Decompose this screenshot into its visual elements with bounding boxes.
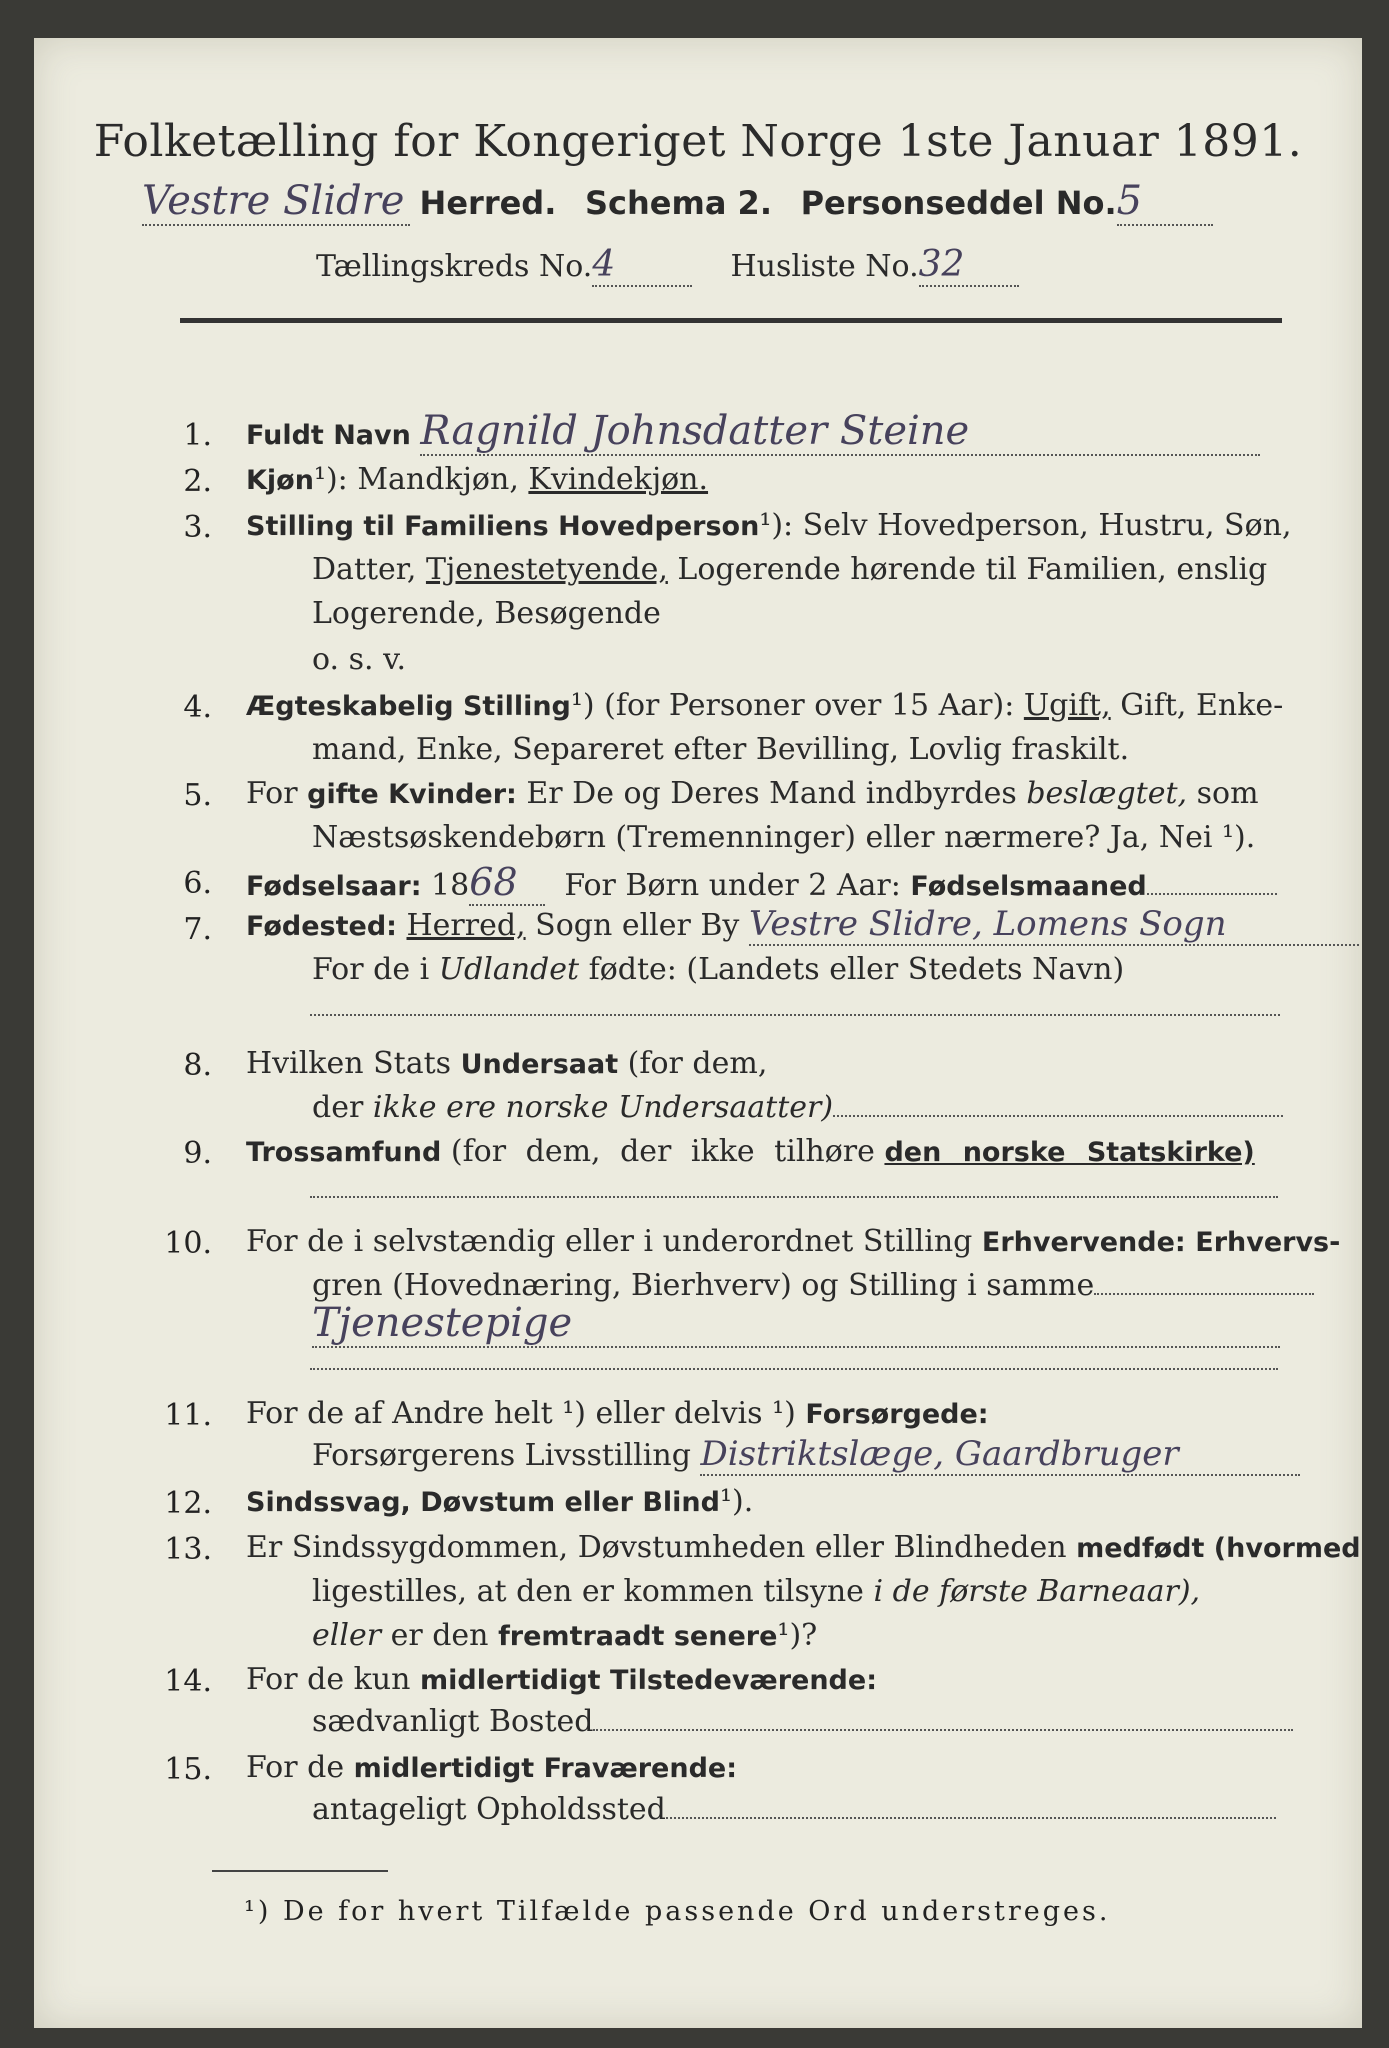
item-13-text-3d: ¹)? (777, 1618, 818, 1653)
item-11-number: 11. (164, 1398, 212, 1433)
item-4-line-1 (246, 688, 1283, 723)
item-13-text-3c: fremtraadt senere (498, 1621, 778, 1652)
item-1-number: 1. (183, 418, 212, 453)
item-13-line-2 (312, 1574, 1200, 1609)
taellingskreds-value: 4 (592, 244, 692, 287)
item-9-selected: den norske Statskirke) (884, 1137, 1255, 1168)
item-15-number: 15. (164, 1752, 212, 1787)
item-3-line-4: o. s. v. (312, 642, 406, 677)
item-11-label: Forsørgede: (805, 1399, 989, 1430)
item-3-line-1 (246, 508, 1292, 543)
form-title: Folketælling for Kongeriget Norge 1ste Januar 1891. (93, 116, 1303, 167)
item-7-text-2c: fødte: (Landets eller Stedets Navn) (588, 952, 1125, 987)
item-3-line-2 (312, 552, 1267, 587)
item-3-label: Stilling til Familiens Hovedperson (246, 511, 760, 542)
item-10-number: 10. (164, 1226, 212, 1261)
item-7-foreign-field (310, 1014, 1280, 1016)
item-4-label: Ægteskabelig Stilling (246, 691, 571, 722)
item-5-number: 5. (183, 778, 212, 813)
item-13-line-1 (246, 1530, 1361, 1565)
item-7-text-b: Sogn eller By (535, 908, 740, 943)
item-10-field-a (1094, 1293, 1314, 1295)
herred-value: Vestre Slidre (142, 178, 410, 226)
item-1-value: Ragnild Johnsdatter Steine (420, 408, 1260, 456)
item-7-selected: Herred, (406, 908, 526, 943)
schema-label: Schema 2. (584, 184, 772, 222)
item-10-text-2: gren (Hovednæring, Bierhverv) og Stilling i samme (312, 1268, 1095, 1303)
item-15-label: midlertidigt Fraværende: (353, 1753, 738, 1784)
item-12-label: Sindssvag, Døvstum eller Blind (246, 1487, 720, 1518)
item-9-number: 9. (183, 1136, 212, 1171)
item-10-text-1a: For de i selvstændig eller i underordnet Stilling (246, 1224, 973, 1259)
item-14-label: midlertidigt Tilstedeværende: (419, 1665, 877, 1696)
item-10-value: Tjenestepige (312, 1300, 1280, 1348)
item-3-text-2a: Datter, (312, 552, 417, 587)
item-8-field (833, 1115, 1283, 1117)
item-15-text-2: antageligt Opholdssted (312, 1792, 666, 1827)
item-3-text-2c: Logerende hørende til Familien, enslig (677, 552, 1268, 587)
item-4-text-1a: ¹) (for Personer over 15 Aar): (570, 688, 1015, 723)
item-5-label: gifte Kvinder: (307, 779, 517, 810)
personseddel-label: Personseddel No. (800, 184, 1117, 222)
item-8-text-2a: der (312, 1090, 364, 1125)
herred-line (142, 178, 1213, 226)
item-10-line-3 (312, 1300, 1280, 1348)
footnote-rule (212, 1870, 388, 1872)
item-10-text-1c: Erhvervs- (1195, 1227, 1341, 1258)
item-6-value: 68 (469, 860, 545, 906)
item-10-field-b (310, 1368, 1278, 1370)
herred-label: Herred. (419, 184, 557, 222)
item-4-selected: Ugift, (1023, 688, 1111, 723)
item-8-text-2b: ikke ere norske Undersaatter) (372, 1090, 834, 1125)
item-11-line-2 (312, 1434, 1300, 1476)
item-11-text-1a: For de af Andre helt ¹) eller delvis ¹) (246, 1396, 796, 1431)
item-13-number: 13. (164, 1532, 212, 1567)
item-2-sex (246, 462, 708, 497)
personseddel-value: 5 (1117, 178, 1213, 226)
item-15-line-2 (312, 1792, 1276, 1827)
item-9-line-1 (246, 1134, 1255, 1169)
item-3-text-1: ¹): Selv Hovedperson, Hustru, Søn, (759, 508, 1292, 543)
item-11-value: Distriktslæge, Gaardbruger (700, 1434, 1300, 1476)
footnote: ¹) De for hvert Tilfælde passende Ord understreges. (244, 1896, 1111, 1927)
item-14-text-2: sædvanligt Bosted (312, 1704, 594, 1739)
item-5-text-1b: beslægtet, (1026, 776, 1188, 811)
item-9-label: Trossamfund (246, 1137, 442, 1168)
item-6-number: 6. (183, 866, 212, 901)
census-form-sheet (34, 38, 1362, 2028)
item-4-line-2: mand, Enke, Separeret efter Bevilling, Lovlig fraskilt. (312, 732, 1130, 767)
item-7-text-2a: For de i (312, 952, 430, 987)
item-7-number: 7. (183, 912, 212, 947)
item-11-line-1 (246, 1396, 989, 1431)
item-12-suffix: ¹). (719, 1484, 754, 1519)
item-13-text-3b: er den (390, 1618, 489, 1653)
item-15-field (666, 1817, 1276, 1819)
header-rule (180, 318, 1282, 323)
item-5-line-1 (246, 776, 1259, 811)
item-12-number: 12. (164, 1486, 212, 1521)
item-5-pre: For (246, 776, 298, 811)
taellingskreds-line (316, 244, 1019, 287)
item-1-label: Fuldt Navn (246, 420, 411, 451)
item-9-text: (for dem, der ikke tilhøre (450, 1134, 875, 1169)
item-2-text: ¹): Mandkjøn, (313, 462, 519, 497)
item-13-line-3 (312, 1618, 817, 1653)
item-2-label: Kjøn (246, 465, 314, 496)
husliste-label: Husliste No. (730, 249, 919, 284)
item-7-line-1 (246, 904, 1359, 946)
item-15-text-1a: For de (246, 1750, 345, 1785)
item-14-number: 14. (164, 1664, 212, 1699)
item-6-prefix: 18 (431, 868, 470, 903)
item-5-text-1a: Er De og Deres Mand indbyrdes (526, 776, 1017, 811)
item-13-text-2b: i de første Barneaar), (873, 1574, 1201, 1609)
item-6-birth-year (246, 860, 1277, 906)
taellingskreds-label: Tællingskreds No. (316, 249, 593, 284)
item-14-line-2 (312, 1704, 1293, 1739)
item-7-label: Fødested: (246, 911, 397, 942)
item-4-text-1c: Gift, Enke- (1120, 688, 1284, 723)
item-15-line-1 (246, 1750, 737, 1785)
item-1-full-name (246, 408, 1260, 456)
item-7-line-2 (312, 952, 1124, 987)
item-4-number: 4. (183, 690, 212, 725)
item-13-text-1a: Er Sindssygdommen, Døvstumheden eller Blindheden (246, 1530, 1067, 1565)
item-8-text-1a: Hvilken Stats (246, 1046, 452, 1081)
item-12-line (246, 1484, 753, 1519)
item-3-number: 3. (183, 510, 212, 545)
item-10-line-1 (246, 1224, 1340, 1259)
item-14-text-1a: For de kun (246, 1662, 411, 1697)
item-8-label: Undersaat (460, 1049, 619, 1080)
item-3-line-3: Logerende, Besøgende (312, 596, 661, 631)
item-13-text-2a: ligestilles, at den er kommen tilsyne (312, 1574, 864, 1609)
item-9-field (310, 1196, 1278, 1198)
item-6-month-field (1147, 893, 1277, 895)
item-8-line-2 (312, 1090, 1283, 1125)
item-2-number: 2. (183, 464, 212, 499)
item-10-line-2 (312, 1268, 1314, 1303)
husliste-value: 32 (919, 244, 1019, 287)
item-14-line-1 (246, 1662, 877, 1697)
item-13-text-3a: eller (312, 1618, 382, 1653)
item-8-number: 8. (183, 1048, 212, 1083)
item-2-selected: Kvindekjøn. (528, 462, 709, 497)
item-3-selected: Tjenestetyende, (425, 552, 668, 587)
item-8-line-1 (246, 1046, 767, 1081)
item-6-label-2: Fødselsmaaned (910, 871, 1147, 902)
item-6-mid: For Børn under 2 Aar: (564, 868, 901, 903)
item-7-text-2b: Udlandet (438, 952, 580, 987)
item-8-text-1c: (for dem, (627, 1046, 768, 1081)
item-5-text-1c: som (1196, 776, 1259, 811)
item-5-line-2: Næstsøskendebørn (Tremenninger) eller nærmere? Ja, Nei ¹). (312, 820, 1256, 855)
item-10-label: Erhvervende: (981, 1227, 1186, 1258)
item-11-text-2: Forsørgerens Livsstilling (312, 1438, 691, 1473)
item-7-value: Vestre Slidre, Lomens Sogn (749, 904, 1359, 946)
item-6-label: Fødselsaar: (246, 871, 422, 902)
item-14-field (593, 1729, 1293, 1731)
item-13-label: medfødt (hvormed (1076, 1533, 1361, 1564)
